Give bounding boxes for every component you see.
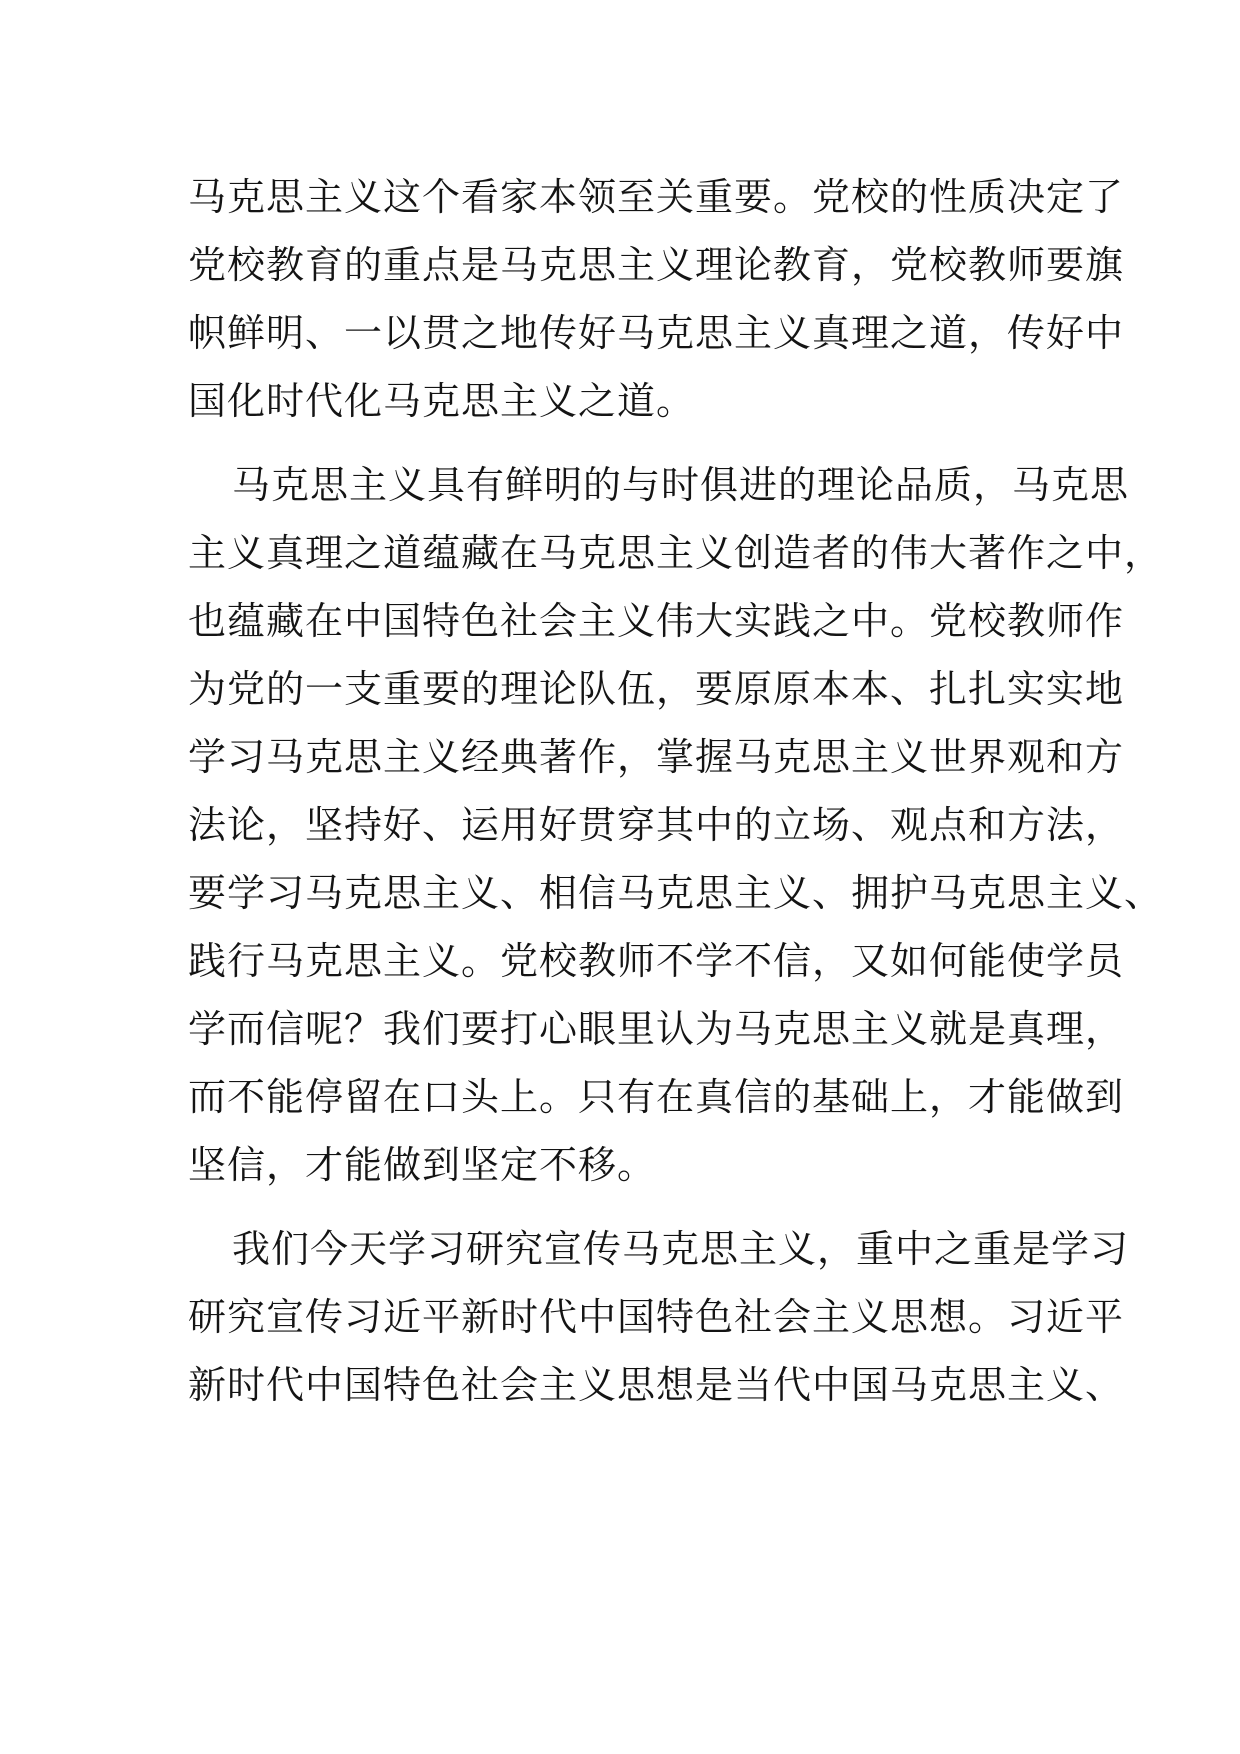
text-line: 帜鲜明、一以贯之地传好马克思主义真理之道，传好中 <box>188 311 1125 355</box>
text-line: 践行马克思主义。党校教师不学不信，又如何能使学员 <box>188 939 1125 983</box>
text-line: 党校教育的重点是马克思主义理论教育，党校教师要旗 <box>188 243 1125 287</box>
text-line: 研究宣传习近平新时代中国特色社会主义思想。习近平 <box>188 1295 1125 1339</box>
text-line: 也蕴藏在中国特色社会主义伟大实践之中。党校教师作 <box>188 599 1125 643</box>
text-line: 马克思主义这个看家本领至关重要。党校的性质决定了 <box>188 175 1125 219</box>
text-line: 坚信，才能做到坚定不移。 <box>188 1143 657 1187</box>
text-line: 学而信呢？我们要打心眼里认为马克思主义就是真理， <box>188 1007 1125 1051</box>
paragraph-first-line: 我们今天学习研究宣传马克思主义，重中之重是学习 <box>232 1227 1130 1271</box>
text-line: 国化时代化马克思主义之道。 <box>188 379 696 423</box>
text-line: 新时代中国特色社会主义思想是当代中国马克思主义、 <box>188 1363 1125 1407</box>
text-line: 学习马克思主义经典著作，掌握马克思主义世界观和方 <box>188 735 1125 779</box>
text-line: 法论，坚持好、运用好贯穿其中的立场、观点和方法， <box>188 803 1125 847</box>
text-line: 为党的一支重要的理论队伍，要原原本本、扎扎实实地 <box>188 667 1125 711</box>
paragraph-first-line: 马克思主义具有鲜明的与时俱进的理论品质，马克思 <box>232 463 1130 507</box>
text-line: 而不能停留在口头上。只有在真信的基础上，才能做到 <box>188 1075 1125 1119</box>
text-line: 要学习马克思主义、相信马克思主义、拥护马克思主义、 <box>188 871 1164 915</box>
text-line: 主义真理之道蕴藏在马克思主义创造者的伟大著作之中， <box>188 531 1164 575</box>
